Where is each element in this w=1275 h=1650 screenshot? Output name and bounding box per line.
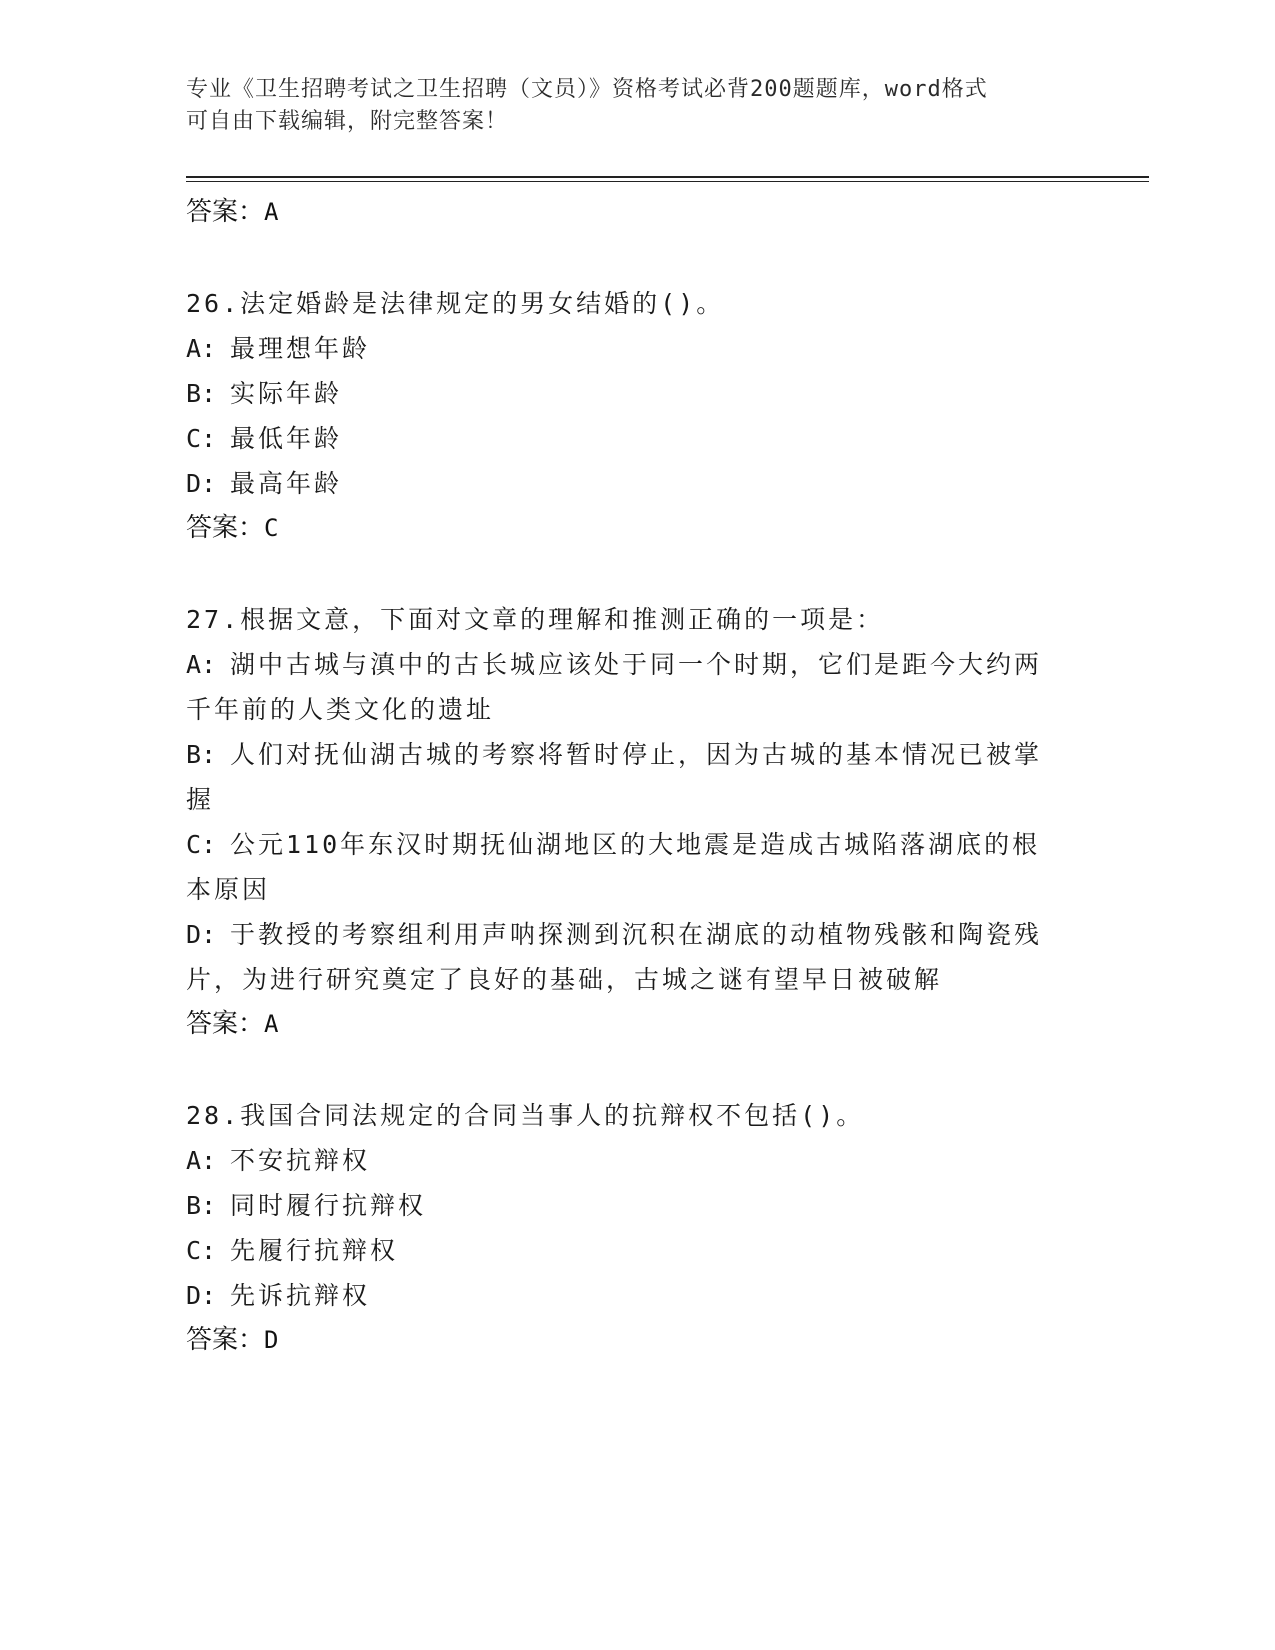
header-line-2: 可自由下载编辑，附完整答案！ (186, 109, 509, 134)
question-28 (186, 1093, 1086, 1363)
option-b (186, 371, 1086, 416)
option-c (186, 416, 1086, 461)
option-letter: C: (186, 1236, 217, 1265)
option-text: 先诉抗辩权 (230, 1281, 371, 1310)
option-a (186, 1138, 1086, 1183)
option-c-continued: 本原因 (186, 875, 271, 904)
answer-label: 答案： (186, 1325, 265, 1355)
option-text: 最高年龄 (230, 469, 343, 498)
option-letter: A: (186, 1146, 217, 1175)
option-text: 最理想年龄 (230, 334, 371, 363)
option-b (186, 1183, 1086, 1228)
answer-line (186, 1318, 1086, 1363)
option-a (186, 326, 1086, 371)
question-26 (186, 281, 1086, 551)
answer-line (186, 1002, 1086, 1047)
option-letter: D: (186, 469, 217, 498)
option-letter: C: (186, 424, 217, 453)
option-text: 实际年龄 (230, 379, 343, 408)
answer-label: 答案： (186, 197, 265, 227)
option-text: 公元110年东汉时期抚仙湖地区的大地震是造成古城陷落湖底的根 (230, 830, 1041, 859)
option-d (186, 1273, 1086, 1318)
answer-label: 答案： (186, 513, 265, 543)
option-text: 最低年龄 (230, 424, 343, 453)
question-title: 26.法定婚龄是法律规定的男女结婚的()。 (186, 289, 725, 318)
option-letter: B: (186, 379, 217, 408)
option-text: 先履行抗辩权 (230, 1236, 399, 1265)
document-header (186, 74, 1066, 138)
option-letter: A: (186, 334, 217, 363)
answer-line-prev (186, 190, 1086, 235)
answer-value: C (264, 514, 279, 542)
option-text: 湖中古城与滇中的古长城应该处于同一个时期，它们是距今大约两 (230, 650, 1043, 679)
answer-value: A (264, 198, 279, 226)
option-text: 于教授的考察组利用声呐探测到沉积在湖底的动植物残骸和陶瓷残 (230, 920, 1043, 949)
header-line-1: 专业《卫生招聘考试之卫生招聘（文员）》资格考试必背200题题库，word格式 (186, 77, 988, 102)
option-letter: B: (186, 740, 217, 769)
option-letter: A: (186, 650, 217, 679)
option-d (186, 912, 1086, 957)
header-divider (186, 176, 1149, 182)
option-b-continued: 握 (186, 785, 215, 814)
option-d-continued: 片，为进行研究奠定了良好的基础，古城之谜有望早日被破解 (186, 965, 943, 994)
option-text: 不安抗辩权 (230, 1146, 371, 1175)
answer-line (186, 506, 1086, 551)
question-list (186, 190, 1086, 1363)
answer-value: D (264, 1326, 279, 1354)
option-text: 同时履行抗辩权 (230, 1191, 427, 1220)
option-d (186, 461, 1086, 506)
option-letter: D: (186, 1281, 217, 1310)
option-b (186, 732, 1086, 777)
option-a-continued: 千年前的人类文化的遗址 (186, 695, 495, 724)
answer-label: 答案： (186, 1009, 265, 1039)
question-27 (186, 597, 1086, 1047)
question-title: 27.根据文意，下面对文章的理解和推测正确的一项是： (186, 605, 885, 634)
answer-value: A (264, 1010, 279, 1038)
option-c (186, 1228, 1086, 1273)
option-text: 人们对抚仙湖古城的考察将暂时停止，因为古城的基本情况已被掌 (230, 740, 1043, 769)
option-letter: B: (186, 1191, 217, 1220)
option-c (186, 822, 1086, 867)
option-letter: D: (186, 920, 217, 949)
option-a (186, 642, 1086, 687)
question-title: 28.我国合同法规定的合同当事人的抗辩权不包括()。 (186, 1101, 865, 1130)
option-letter: C: (186, 830, 217, 859)
